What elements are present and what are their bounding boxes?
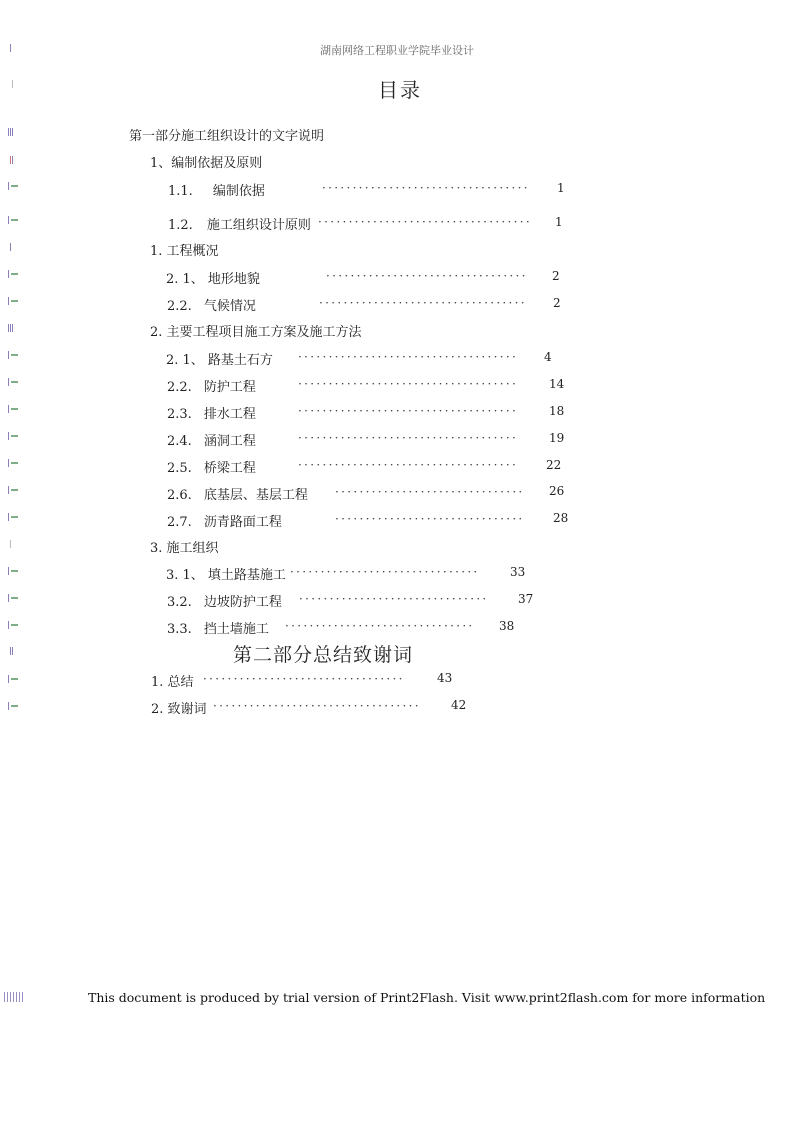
entry-label: 沥青路面工程 [203,515,282,530]
page-number: 4 [544,350,552,364]
entry-number: 2. 1、 [166,272,204,287]
entry-label: 2. 致谢词 [151,702,207,717]
toc-entry[interactable] [166,268,566,287]
toc-entry[interactable] [167,484,567,503]
entry-label: 地形地貌 [207,272,260,287]
part2-heading: 第二部分总结致谢词 [232,644,413,666]
toc-entry[interactable] [167,511,569,530]
margin-mark [4,403,18,415]
margin-mark [4,700,18,712]
entry-label: 挡土墙施工 [203,622,269,637]
margin-mark [4,673,18,685]
margin-mark [4,42,18,54]
entry-label: 路基土石方 [207,353,273,368]
margin-mark [4,565,18,577]
margin-mark [4,180,18,192]
margin-mark [4,349,18,361]
page-number: 33 [510,565,526,579]
section-heading: 1、编制依据及原则 [150,156,263,171]
page-number: 2 [552,269,560,283]
toc-entry[interactable] [167,295,567,314]
leader-dots: ·································· [322,181,530,195]
margin-mark [4,430,18,442]
page-number: 28 [553,511,569,525]
toc-entry[interactable] [166,349,566,368]
page-number: 1 [557,181,565,195]
entry-label: 编制依据 [212,184,265,199]
entry-label: 防护工程 [203,380,256,395]
entry-number: 2.6. [167,488,192,503]
entry-label: 边坡防护工程 [203,595,282,610]
entry-label: 涵洞工程 [203,434,256,449]
page-number: 19 [549,431,565,445]
page-number: 37 [518,592,534,606]
entry-number: 3.2. [167,595,192,610]
entry-number: 2.5. [167,461,192,476]
toc-entry[interactable] [168,180,568,199]
entry-number: 2.3. [167,407,192,422]
margin-mark [4,592,18,604]
leader-dots: ································· [326,269,528,283]
margin-mark [4,538,18,550]
margin-mark [4,619,18,631]
part1-heading: 第一部分施工组织设计的文字说明 [129,129,325,144]
leader-dots: ·································· [213,699,421,713]
toc-entry[interactable] [167,403,567,422]
margin-mark [4,484,18,496]
section-heading: 3. 施工组织 [150,541,219,556]
leader-dots: ···································· [298,458,519,472]
page-number: 38 [499,619,515,633]
entry-number: 2. 1、 [166,353,204,368]
margin-mark [4,295,18,307]
leader-dots: ································· [203,672,405,686]
entry-label: 填土路基施工 [207,568,286,583]
toc-entry[interactable] [167,430,567,449]
entry-label: 1. 总结 [151,675,194,690]
entry-number: 1.2. [168,218,193,233]
section-heading: 1. 工程概况 [150,244,219,259]
leader-dots: ······························· [290,565,480,579]
page-number: 42 [451,698,467,712]
entry-label: 底基层、基层工程 [203,488,308,503]
entry-number: 2.4. [167,434,192,449]
leader-dots: ······························· [299,592,489,606]
leader-dots: ······························· [335,512,525,526]
page-number: 2 [553,296,561,310]
leader-dots: ···································· [298,404,519,418]
page-number: 43 [437,671,453,685]
leader-dots: ···································· [298,377,519,391]
page-number: 1 [555,215,563,229]
margin-mark [4,268,18,280]
entry-number: 2.2. [167,380,192,395]
toc-title: 目录 [378,78,422,102]
leader-dots: ···································· [298,431,519,445]
entry-number: 2.2. [167,299,192,314]
margin-mark [4,322,18,334]
watermark-footer: This document is produced by trial version of Print2Flash. Visit www.print2flash.com for more information [88,990,766,1005]
margin-mark [4,376,18,388]
toc-entry[interactable] [151,698,491,717]
entry-number: 1.1. [168,184,193,199]
leader-dots: ···································· [298,350,519,364]
entry-number: 2.7. [167,515,192,530]
margin-mark [4,241,18,253]
page-number: 14 [549,377,565,391]
entry-label: 气候情况 [203,299,256,314]
margin-mark [4,78,18,90]
toc-entry[interactable] [167,376,567,395]
leader-dots: ······························· [285,619,475,633]
margin-mark [4,126,18,138]
margin-mark [4,645,18,657]
margin-mark [4,457,18,469]
margin-mark [4,214,18,226]
entry-label: 排水工程 [203,407,256,422]
leader-dots: ·································· [319,296,527,310]
entry-number: 3.3. [167,622,192,637]
toc-entry[interactable] [166,564,566,583]
entry-label: 桥梁工程 [203,461,256,476]
toc-entry[interactable] [151,671,491,690]
toc-entry[interactable] [167,618,567,637]
page-number: 22 [546,458,562,472]
margin-mark [4,992,26,1002]
page-number: 26 [549,484,565,498]
entry-number: 3. 1、 [166,568,204,583]
leader-dots: ··································· [318,215,533,229]
margin-mark [4,154,18,166]
page-number: 18 [549,404,565,418]
section-heading: 2. 主要工程项目施工方案及施工方法 [150,325,362,340]
entry-label: 施工组织设计原则 [206,218,311,233]
margin-mark [4,511,18,523]
page-header: 湖南网络工程职业学院毕业设计 [320,44,474,57]
toc-entry[interactable] [167,457,567,476]
leader-dots: ······························· [335,485,525,499]
toc-entry[interactable] [168,214,568,233]
toc-entry[interactable] [167,591,567,610]
